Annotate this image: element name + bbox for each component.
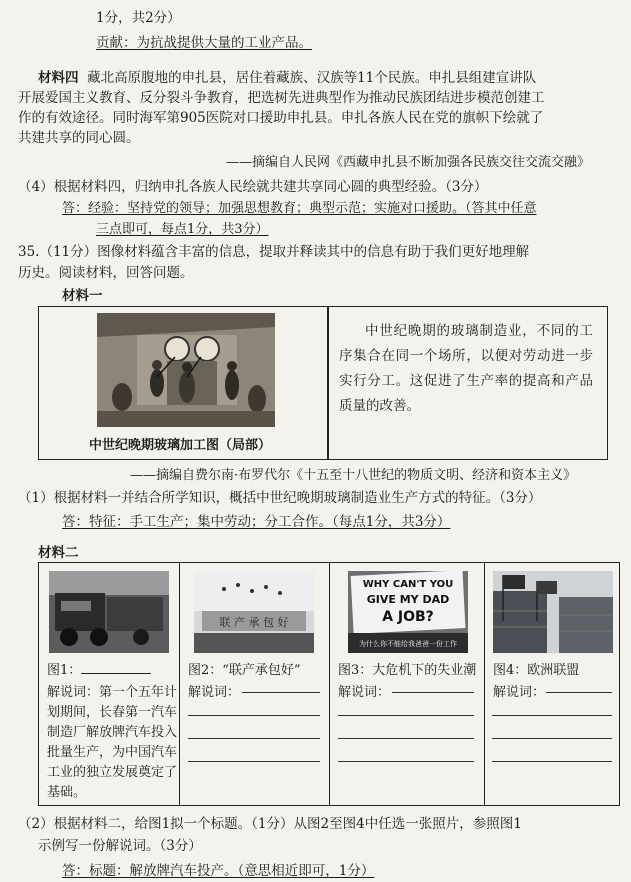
- question-1: （1）根据材料一并结合所学知识，概括中世纪晚期玻璃制造业生产方式的特征。（3分）: [18, 490, 542, 506]
- figure-2-blank-line-4: [188, 761, 320, 762]
- figure-3-blank-line-2: [338, 715, 474, 716]
- top-answer-line: 贡献：为抗战提供大量的工业产品。: [96, 35, 312, 51]
- figure-3-sign-line-1: WHY CAN'T YOU: [362, 579, 454, 590]
- material2-box: [38, 562, 620, 806]
- figure-4-eu-buildings-image: [493, 571, 613, 653]
- figure-2-blank-line-3: [188, 738, 320, 739]
- figure-1-title-blank: [81, 661, 151, 674]
- material4-line-1: 藏北高原腹地的申扎县，居住着藏族、汉族等11个民族。申扎县组建宣讲队: [87, 70, 537, 86]
- figure-4-explanation: [493, 683, 545, 703]
- question-35-line-2: 历史。阅读材料，回答问题。: [18, 265, 194, 281]
- material4-paragraph: [18, 68, 610, 148]
- figure-2-explanation: [188, 683, 240, 703]
- figure-2-label: 图2：“联产承包好”: [188, 663, 301, 678]
- material4-line-2: 开展爱国主义教育、反分裂斗争教育，把选树先进典型作为推动民族团结进步模范创建工: [18, 90, 545, 106]
- figure-1-explain-line-5: 工业的独立发展奠定了: [47, 765, 178, 780]
- material1-heading: 材料一: [62, 288, 103, 304]
- question-4-answer-line-2: 三点即可，每点1分，共3分）: [96, 222, 269, 237]
- figure-1-photo: [49, 571, 169, 653]
- material1-divider: [327, 307, 329, 459]
- glassmaking-illustration-svg: [97, 313, 275, 427]
- figure-2-blank-line-2: [188, 715, 320, 716]
- figure-2-photo: [194, 571, 314, 653]
- question-1-answer: 答：特征：手工生产；集中劳动；分工合作。（每点1分，共3分）: [62, 514, 451, 530]
- figure-2-sign-image: [194, 571, 314, 653]
- question-35-line-1: 35.（11分）图像材料蕴含丰富的信息，提取并释读其中的信息有助于我们更好地理解: [18, 244, 530, 260]
- figure-3-protest-image: [348, 571, 468, 653]
- figure-4-cell: [484, 563, 620, 805]
- figure-4-explain-label: 解说词：: [493, 685, 546, 700]
- question-4: （4）根据材料四，归纳申扎各族人民绘就共建共享同心圆的典型经验。（3分）: [18, 179, 488, 195]
- figure-1-explain-line-1: 解说词：第一个五年计: [47, 685, 178, 700]
- figure-3-sign-line-3: A JOB?: [382, 609, 434, 625]
- figure-3-photo: [348, 571, 468, 653]
- figure-1-trucks-image: [49, 571, 169, 653]
- figure-3-explanation: [338, 683, 390, 703]
- figure-3-subtitle: 为什么你不能给我爸爸一份工作: [359, 640, 457, 648]
- question-2-line-2: 示例写一份解说词。（3分）: [38, 838, 202, 854]
- figure-4-label: 图4：欧洲联盟: [493, 663, 580, 678]
- material4-line-4: 共建共享的同心圆。: [18, 130, 140, 146]
- figure-2-cell: [179, 563, 330, 805]
- glassmaking-caption: 中世纪晚期玻璃加工图（局部）: [89, 438, 272, 453]
- figure-1-explain-line-6: 基础。: [47, 785, 87, 800]
- figure-3-blank-line-4: [338, 761, 474, 762]
- figure-4-photo: [493, 571, 613, 653]
- figure-1-explain-line-3: 制造厂解放牌汽车投入: [47, 725, 178, 740]
- question-2-answer: 答：标题：解放牌汽车投产。（意思相近即可，1分）: [62, 863, 375, 879]
- figure-1-label: 图1：: [47, 663, 82, 678]
- material4-heading: 材料四: [38, 70, 79, 86]
- figure-1-explanation: [47, 683, 177, 803]
- top-line-1: 1分，共2分）: [96, 10, 181, 26]
- figure-2-explain-label: 解说词：: [188, 685, 241, 700]
- figure-4-blank-line-4: [492, 761, 612, 762]
- figure-3-sign-line-2: GIVE MY DAD: [366, 593, 450, 606]
- glassmaking-illustration: [97, 313, 275, 427]
- figure-4-blank-line-3: [492, 738, 612, 739]
- figure-2-blank-line-1: [242, 692, 320, 693]
- figure-1-explain-line-2: 划期间，长春第一汽车: [47, 705, 178, 720]
- figure-3-cell: [329, 563, 485, 805]
- question-4-answer-line-1: 答：经验：坚持党的领导；加强思想教育；典型示范；实施对口援助。（答其中任意: [62, 201, 537, 216]
- figure-1-label-row: [47, 659, 151, 678]
- material1-source: ——摘编自费尔南·布罗代尔《十五至十八世纪的物质文明、经济和资本主义》: [130, 468, 577, 483]
- figure-3-explain-label: 解说词：: [338, 685, 391, 700]
- figure-3-label: 图3：大危机下的失业潮: [338, 663, 477, 678]
- material1-box: [38, 306, 608, 460]
- figure-2-sign-text: 联 产 承 包 好: [219, 616, 289, 629]
- question-2-line-1: （2）根据材料二，给图1拟一个标题。（1分）从图2至图4中任选一张照片，参照图1: [18, 816, 522, 832]
- material4-source: ——摘编自人民网《西藏申扎县不断加强各民族交往交流交融》: [226, 155, 591, 170]
- figure-1-cell: [39, 563, 179, 805]
- material4-line-3: 作的有效途径。同时海军第905医院对口援助申扎县。申扎各族人民在党的旗帜下绘就了: [18, 110, 544, 126]
- figure-4-blank-line-1: [546, 692, 612, 693]
- figure-3-blank-line-1: [392, 692, 474, 693]
- figure-3-blank-line-3: [338, 738, 474, 739]
- figure-4-blank-line-2: [492, 715, 612, 716]
- material1-text: 中世纪晚期的玻璃制造业，不同的工序集合在同一个场所，以便对劳动进一步实行分工。这促进了生产率的提高和产品质量的改善。: [339, 323, 593, 414]
- material2-heading: 材料二: [38, 545, 79, 561]
- figure-1-explain-line-4: 批量生产，为中国汽车: [47, 745, 178, 760]
